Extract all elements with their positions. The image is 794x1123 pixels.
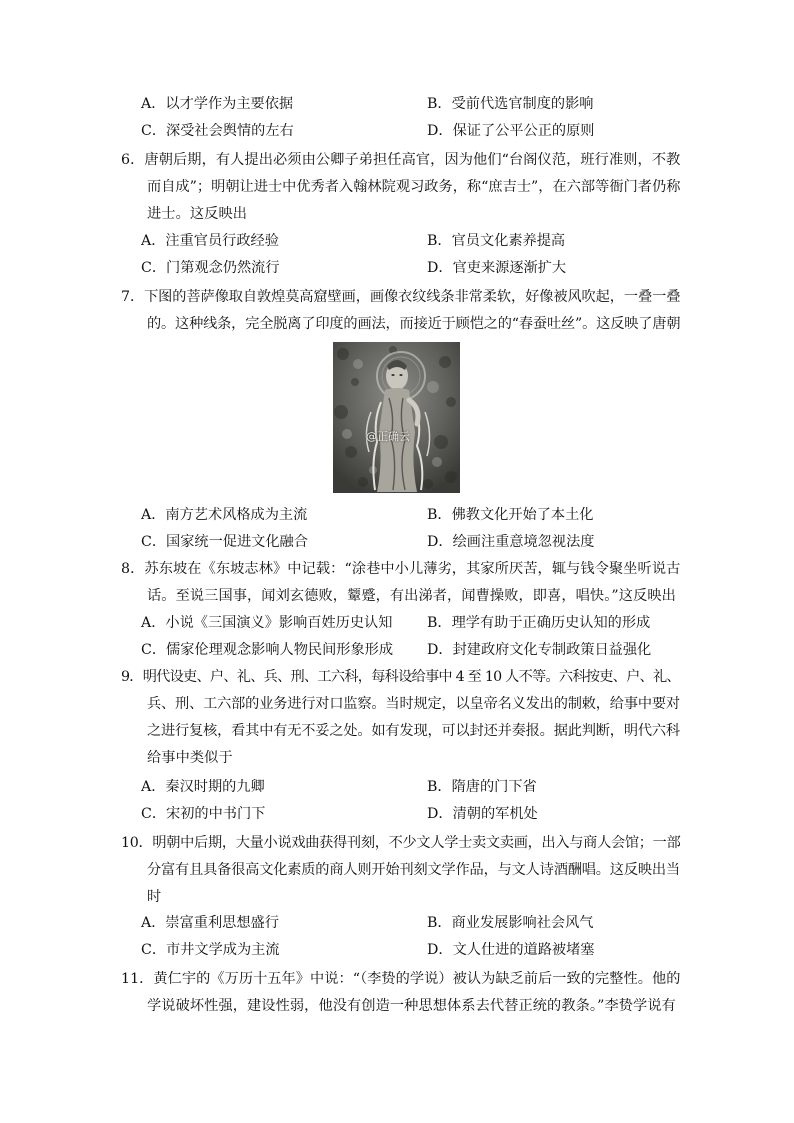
- q9-stem-line-2: 兵、刑、工六部的业务进行对口监察。当时规定，以皇帝名义发出的制敕，给事中要对: [147, 696, 680, 712]
- q6-stem-line-2: 而自成”；明朝让进士中优秀者入翰林院观习政务，称“庶吉士”，在六部等衙门者仍称: [147, 179, 681, 195]
- q10-option-b: B．商业发展影响社会风气: [427, 915, 594, 931]
- q7-option-a: A．南方艺术风格成为主流: [141, 507, 308, 523]
- q6-stem-line-1: 6．唐朝后期，有人提出必须由公卿子弟担任高官，因为他们“台阁仪范，班行准则，不教: [121, 152, 681, 168]
- q7-stem-line-2: 的。这种线条，完全脱离了印度的画法，而接近于顾恺之的“春蚕吐丝”。这反映了唐朝: [147, 316, 681, 332]
- q5-option-c: C．深受社会舆情的左右: [141, 123, 294, 139]
- q5-option-b: B．受前代选官制度的影响: [427, 96, 594, 112]
- q6-option-d: D．官吏来源逐渐扩大: [427, 260, 567, 276]
- q7-option-c: C．国家统一促进文化融合: [141, 534, 308, 550]
- q7-stem-line-1: 7．下图的菩萨像取自敦煌莫高窟壁画，画像衣纹线条非常柔软，好像被风吹起，一叠一叠: [121, 289, 681, 305]
- q7-option-d: D．绘画注重意境忽视法度: [427, 534, 595, 550]
- q10-stem-line-1: 10．明朝中后期，大量小说戏曲获得刊刻，不少文人学士卖文卖画，出入与商人会馆；一部: [121, 835, 681, 851]
- q9-stem-line-3: 之进行复核，看其中有无不妥之处。如有发现，可以封还并奏报。据此判断，明代六科: [147, 723, 680, 739]
- q10-stem-line-3: 时: [147, 889, 162, 905]
- q10-option-d: D．文人仕进的道路被堵塞: [427, 942, 595, 958]
- q8-option-d: D．封建政府文化专制政策日益强化: [427, 642, 652, 658]
- q6-stem-line-3: 进士。这反映出: [147, 206, 248, 222]
- q9-option-c: C．宋初的中书门下: [141, 806, 266, 822]
- q11-stem-line-2: 学说破坏性强，建设性弱，他没有创造一种思想体系去代替正统的教条。”李贽学说有: [147, 998, 676, 1014]
- q8-option-b: B．理学有助于正确历史认知的形成: [427, 615, 651, 631]
- q9-option-b: B．隋唐的门下省: [427, 779, 537, 795]
- q7-option-b: B．佛教文化开始了本土化: [427, 507, 594, 523]
- q9-option-d: D．清朝的军机处: [427, 806, 538, 822]
- q10-option-a: A．崇富重利思想盛行: [141, 915, 279, 931]
- q10-option-c: C．市井文学成为主流: [141, 942, 280, 958]
- q9-stem-line-1: 9．明代设吏、户、礼、兵、刑、工六科，每科设给事中 4 至 10 人不等。六科按吏、户、礼、: [121, 669, 680, 685]
- q9-stem-line-4: 给事中类似于: [147, 750, 233, 766]
- q8-stem-line-2: 话。至说三国事，闻刘玄德败，颦蹙，有出涕者，闻曹操败，即喜，唱快。”这反映出: [147, 588, 676, 604]
- q6-option-c: C．门第观念仍然流行: [141, 260, 280, 276]
- q10-stem-line-2: 分富有且具备很高文化素质的商人则开始刊刻文学作品，与文人诗酒酬唱。这反映出当: [147, 862, 680, 878]
- q8-option-a: A．小说《三国演义》影响百姓历史认知: [141, 615, 393, 631]
- q6-option-a: A．注重官员行政经验: [141, 233, 279, 249]
- image-watermark: @正确云: [366, 430, 410, 443]
- q5-option-d: D．保证了公平公正的原则: [427, 123, 595, 139]
- q8-stem-line-1: 8．苏东坡在《东坡志林》中记载：“涂巷中小儿薄劣，其家所厌苦，辄与钱令聚坐听说古: [121, 561, 681, 577]
- q11-stem-line-1: 11．黄仁宇的《万历十五年》中说：“（李贽的学说）被认为缺乏前后一致的完整性。他的: [121, 971, 681, 987]
- q9-option-a: A．秦汉时期的九卿: [141, 779, 265, 795]
- q8-option-c: C．儒家伦理观念影响人物民间形象形成: [141, 642, 394, 658]
- bodhisattva-mural-image: [333, 342, 460, 493]
- q6-option-b: B．官员文化素养提高: [427, 233, 566, 249]
- q5-option-a: A．以才学作为主要依据: [141, 96, 294, 112]
